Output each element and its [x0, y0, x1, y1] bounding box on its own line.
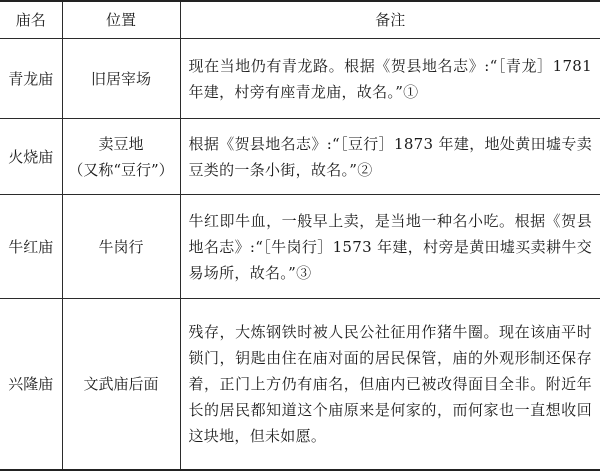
temple-name: 兴隆庙 — [0, 299, 62, 470]
table-row — [0, 299, 600, 470]
temple-location: 牛岗行 — [62, 195, 180, 299]
temple-name: 青龙庙 — [0, 39, 62, 119]
temple-remarks: 根据《贺县地名志》:“［豆行］1873 年建，地处黄田墟专卖豆类的一条小街，故名。”② — [180, 119, 600, 195]
location-alias: （又称“豆行”） — [68, 160, 174, 179]
temple-name: 火烧庙 — [0, 119, 62, 195]
table-row — [0, 119, 600, 195]
header-location: 位置 — [62, 1, 180, 39]
table-row — [0, 195, 600, 299]
temple-remarks: 牛红即牛血，一般早上卖，是当地一种名小吃。根据《贺县地名志》:“［牛岗行］1573 年建，村旁是黄田墟买卖耕牛交易场所，故名。”③ — [180, 195, 600, 299]
temple-remarks: 现在当地仍有青龙路。根据《贺县地名志》:“［青龙］1781年建，村旁有座青龙庙，故名。”① — [180, 39, 600, 119]
temple-location: 文武庙后面 — [62, 299, 180, 470]
temple-location: 旧居宰场 — [62, 39, 180, 119]
location-main: 卖豆地 — [98, 134, 144, 153]
temple-location — [62, 119, 180, 195]
table-row — [0, 39, 600, 119]
header-row — [0, 1, 600, 39]
temple-remarks: 残存，大炼钢铁时被人民公社征用作猪牛圈。现在该庙平时锁门，钥匙由住在庙对面的居民保管，庙的外观形制还保存着，正门上方仍有庙名，但庙内已被改得面目全非。附近年长的居民都知道这个庙原来是何家的，而何家也一直想收回这块地，但未如愿。 — [180, 299, 600, 470]
header-name: 庙名 — [0, 1, 62, 39]
header-remarks: 备注 — [180, 1, 600, 39]
temple-name: 牛红庙 — [0, 195, 62, 299]
